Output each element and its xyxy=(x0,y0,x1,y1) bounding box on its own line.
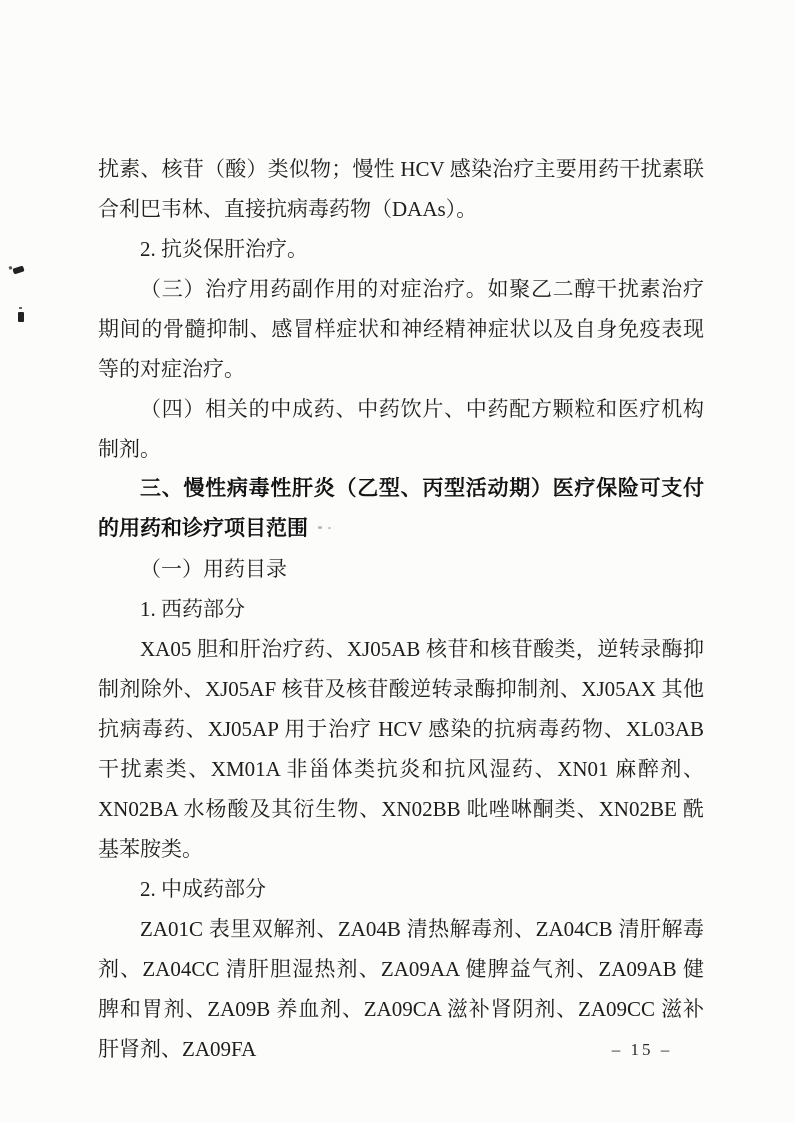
scan-speck xyxy=(318,526,322,529)
paragraph-section-4: （四）相关的中成药、中药饮片、中药配方颗粒和医疗机构制剂。 xyxy=(98,397,704,461)
paragraph-section-3: （三）治疗用药副作用的对症治疗。如聚乙二醇干扰素治疗期间的骨髓抑制、感冒样症状和神经精神症状以及自身免疫表现等的对症治疗。 xyxy=(98,277,704,381)
text-block xyxy=(98,149,704,1069)
paragraph-western-medicine-list: XA05 胆和肝治疗药、XJ05AB 核苷和核苷酸类，逆转录酶抑制剂除外、XJ05AF 核苷及核苷酸逆转录酶抑制剂、XJ05AX 其他抗病毒药、XJ05AP 用于治疗 HCV 感染的抗病毒药物、XL03AB 干扰素类、XM01A 非甾体类抗炎和抗风湿药、XN01 麻醉剂、XN02BA 水杨酸及其衍生物、XN02BB 吡唑啉酮类、XN02BE 酰基苯胺类。 xyxy=(98,637,704,861)
paragraph-chinese-medicine-label: 2. 中成药部分 xyxy=(140,877,266,901)
page-number: – 15 – xyxy=(611,1040,673,1059)
paragraph-continuation: 扰素、核苷（酸）类似物；慢性 HCV 感染治疗主要用药干扰素联合利巴韦林、直接抗病毒药物（DAAs）。 xyxy=(98,157,704,221)
scan-speck xyxy=(12,265,24,274)
section-heading-three: 三、慢性病毒性肝炎（乙型、丙型活动期）医疗保险可支付的用药和诊疗项目范围 xyxy=(98,477,704,540)
scan-speck xyxy=(328,527,331,529)
scan-speck xyxy=(18,312,24,322)
paragraph-chinese-medicine-list: ZA01C 表里双解剂、ZA04B 清热解毒剂、ZA04CB 清肝解毒剂、ZA04CC 清肝胆湿热剂、ZA09AA 健脾益气剂、ZA09AB 健脾和胃剂、ZA09B 养血剂、ZA09CA 滋补肾阴剂、ZA09CC 滋补肝肾剂、ZA09FA xyxy=(98,917,704,1061)
paragraph-subsection-1: （一）用药目录 xyxy=(140,557,287,581)
paragraph-item-2: 2. 抗炎保肝治疗。 xyxy=(140,237,308,261)
paragraph-western-medicine-label: 1. 西药部分 xyxy=(140,597,245,621)
